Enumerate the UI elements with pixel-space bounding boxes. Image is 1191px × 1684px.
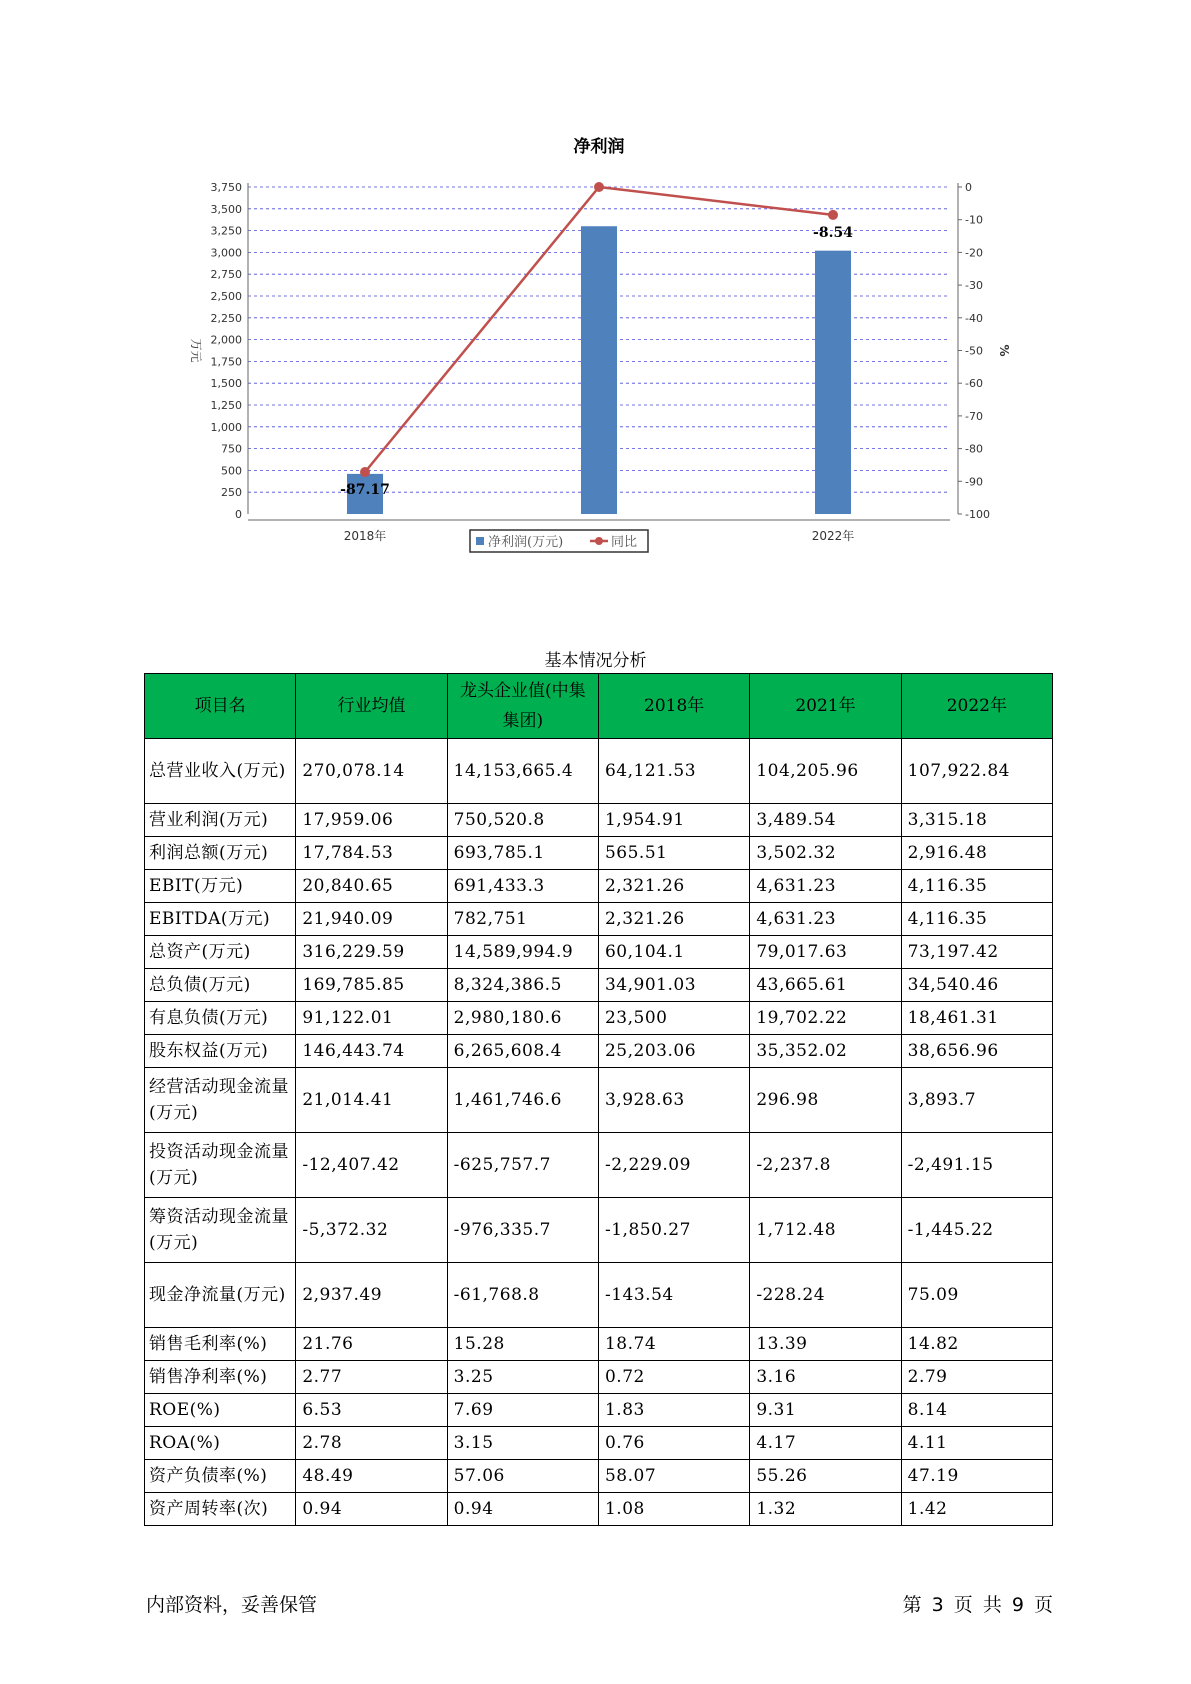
table-row [145,1068,1053,1133]
bar [581,226,617,514]
footer-page-number: 第 3 页 共 9 页 [902,1594,1053,1616]
table-cell: 3,928.63 [598,1068,749,1133]
table-cell: 1.83 [598,1394,749,1427]
chart-title: 净利润 [573,137,625,157]
table-cell: 2,321.26 [598,870,749,903]
y-left-axis-label: 万元 [189,338,203,363]
table-cell: 1.08 [598,1493,749,1526]
y-right-tick-label: 0 [965,181,972,194]
y-right-tick-label: -60 [965,377,983,391]
table-cell: 565.51 [598,837,749,870]
table-row [145,1394,1053,1427]
row-label: 总负债(万元) [145,969,296,1002]
table-cell: 73,197.42 [901,936,1052,969]
row-label: 利润总额(万元) [145,837,296,870]
y-left-tick-label: 2,750 [210,268,242,282]
table-cell: 17,784.53 [296,837,447,870]
table-cell: 25,203.06 [598,1035,749,1068]
table-cell: 14,589,994.9 [447,936,598,969]
y-left-tick-label: 3,750 [210,181,242,194]
table-cell: 91,122.01 [296,1002,447,1035]
table-cell: -625,757.7 [447,1133,598,1198]
y-left-tick-label: 1,000 [210,420,242,434]
table-row [145,804,1053,837]
yoy-point [360,467,370,477]
y-left-tick-label: 3,000 [210,246,242,260]
table-cell: 18,461.31 [901,1002,1052,1035]
row-label: ROA(%) [145,1427,296,1460]
table-header-row [145,674,1053,739]
table-cell: 75.09 [901,1263,1052,1328]
table-cell: 0.94 [296,1493,447,1526]
table-cell: 1,712.48 [750,1198,901,1263]
legend-bar-label: 净利润(万元) [488,535,564,550]
x-tick-label: 2018年 [343,529,387,543]
bar [815,251,851,514]
header-2022: 2022年 [901,674,1052,739]
table-cell: 60,104.1 [598,936,749,969]
table-cell: 58.07 [598,1460,749,1493]
y-right-tick-label: -40 [965,311,983,325]
row-label: EBIT(万元) [145,870,296,903]
table-cell: 6.53 [296,1394,447,1427]
chart-svg [170,130,1030,600]
y-left-tick-label: 1,750 [210,355,242,369]
table-cell: 14,153,665.4 [447,739,598,804]
y-left-tick-label: 1,500 [210,377,242,391]
table-cell: -61,768.8 [447,1263,598,1328]
y-left-tick-label: 500 [221,464,242,478]
table-cell: -2,229.09 [598,1133,749,1198]
table-cell: 8,324,386.5 [447,969,598,1002]
net-profit-chart [170,130,1030,600]
table-row [145,870,1053,903]
table-row [145,1035,1053,1068]
table-cell: 4.17 [750,1427,901,1460]
table-row [145,1002,1053,1035]
table-cell: -1,445.22 [901,1198,1052,1263]
table-cell: 48.49 [296,1460,447,1493]
table-cell: 146,443.74 [296,1035,447,1068]
table-cell: -2,237.8 [750,1133,901,1198]
table-caption: 基本情况分析 [544,651,647,671]
table-cell: 13.39 [750,1328,901,1361]
table-cell: 19,702.22 [750,1002,901,1035]
table-cell: 55.26 [750,1460,901,1493]
table-cell: 57.06 [447,1460,598,1493]
table-row [145,1493,1053,1526]
table-cell: 3.25 [447,1361,598,1394]
y-left-tick-label: 2,500 [210,290,242,303]
table-cell: 3,893.7 [901,1068,1052,1133]
table-cell: -143.54 [598,1263,749,1328]
table-row [145,1133,1053,1198]
table-cell: 4,631.23 [750,870,901,903]
table-row [145,837,1053,870]
legend-bar-swatch [476,537,484,545]
table-cell: 782,751 [447,903,598,936]
table-cell: 14.82 [901,1328,1052,1361]
table-cell: 691,433.3 [447,870,598,903]
table-cell: -976,335.7 [447,1198,598,1263]
table-row [145,1198,1053,1263]
table-cell: 20,840.65 [296,870,447,903]
table-row [145,969,1053,1002]
table-cell: 4,116.35 [901,870,1052,903]
legend-line-marker [595,537,603,545]
y-right-tick-label: -50 [965,344,983,358]
y-right-tick-label: -90 [965,475,983,489]
y-left-tick-label: 2,000 [210,333,242,347]
table-cell: 2,916.48 [901,837,1052,870]
table-cell: 8.14 [901,1394,1052,1427]
yoy-data-label: -87.17 [340,482,390,499]
yoy-point [828,210,838,220]
table-cell: 21,940.09 [296,903,447,936]
y-right-tick-label: -20 [965,246,983,260]
table-cell: 3.16 [750,1361,901,1394]
table-cell: 9.31 [750,1394,901,1427]
table-cell: 15.28 [447,1328,598,1361]
y-right-tick-label: -10 [965,213,983,227]
table-cell: -5,372.32 [296,1198,447,1263]
table-cell: 693,785.1 [447,837,598,870]
y-right-tick-label: -80 [965,442,983,456]
yoy-point [594,182,604,192]
y-right-tick-label: -70 [965,409,983,423]
table-cell: 3,489.54 [750,804,901,837]
table-cell: 1.32 [750,1493,901,1526]
table-row [145,1263,1053,1328]
table-cell: 7.69 [447,1394,598,1427]
row-label: 股东权益(万元) [145,1035,296,1068]
table-cell: 2.79 [901,1361,1052,1394]
table-cell: -1,850.27 [598,1198,749,1263]
header-2018: 2018年 [598,674,749,739]
table-cell: -2,491.15 [901,1133,1052,1198]
row-label: 有息负债(万元) [145,1002,296,1035]
table-row [145,1328,1053,1361]
table-cell: 0.76 [598,1427,749,1460]
table-cell: 107,922.84 [901,739,1052,804]
y-right-tick-label: -100 [965,508,990,521]
table-cell: 1,461,746.6 [447,1068,598,1133]
row-label: 现金净流量(万元) [145,1263,296,1328]
table-cell: 2.78 [296,1427,447,1460]
table-cell: 1.42 [901,1493,1052,1526]
table-cell: 0.94 [447,1493,598,1526]
table-cell: 18.74 [598,1328,749,1361]
y-left-tick-label: 2,250 [210,311,242,325]
table-cell: 104,205.96 [750,739,901,804]
table-cell: 316,229.59 [296,936,447,969]
footer-confidential-note: 内部资料，妥善保管 [146,1594,318,1616]
table-cell: 79,017.63 [750,936,901,969]
y-left-tick-label: 750 [221,442,242,456]
table-cell: 169,785.85 [296,969,447,1002]
table-cell: 6,265,608.4 [447,1035,598,1068]
table-cell: 4.11 [901,1427,1052,1460]
table-row [145,936,1053,969]
row-label: 筹资活动现金流量(万元) [145,1198,296,1263]
table-cell: -228.24 [750,1263,901,1328]
table-cell: 750,520.8 [447,804,598,837]
table-cell: 4,631.23 [750,903,901,936]
row-label: 总营业收入(万元) [145,739,296,804]
row-label: 总资产(万元) [145,936,296,969]
table-row [145,739,1053,804]
table-cell: 43,665.61 [750,969,901,1002]
table-cell: 21,014.41 [296,1068,447,1133]
table-row [145,1361,1053,1394]
table-body [145,739,1053,1526]
header-2021: 2021年 [750,674,901,739]
y-right-tick-label: -30 [965,279,983,293]
table-cell: 47.19 [901,1460,1052,1493]
table-cell: 3,315.18 [901,804,1052,837]
x-tick-label: 2022年 [811,529,855,543]
yoy-data-label: -8.54 [813,224,853,241]
table-cell: 1,954.91 [598,804,749,837]
table-row [145,1427,1053,1460]
table-cell: 270,078.14 [296,739,447,804]
table-cell: 21.76 [296,1328,447,1361]
table-cell: 64,121.53 [598,739,749,804]
table-cell: -12,407.42 [296,1133,447,1198]
table-cell: 2.77 [296,1361,447,1394]
table-cell: 2,980,180.6 [447,1002,598,1035]
table-cell: 3.15 [447,1427,598,1460]
table-cell: 23,500 [598,1002,749,1035]
table-cell: 17,959.06 [296,804,447,837]
row-label: ROE(%) [145,1394,296,1427]
y-left-tick-label: 3,500 [210,202,242,216]
table-row [145,1460,1053,1493]
row-label: 资产负债率(%) [145,1460,296,1493]
row-label: 销售净利率(%) [145,1361,296,1394]
y-left-tick-label: 1,250 [210,399,242,412]
table-row [145,903,1053,936]
table-cell: 296.98 [750,1068,901,1133]
y-left-tick-label: 250 [221,486,242,500]
row-label: 经营活动现金流量(万元) [145,1068,296,1133]
table-cell: 3,502.32 [750,837,901,870]
row-label: EBITDA(万元) [145,903,296,936]
table-cell: 2,937.49 [296,1263,447,1328]
row-label: 投资活动现金流量(万元) [145,1133,296,1198]
table-cell: 34,901.03 [598,969,749,1002]
table-cell: 2,321.26 [598,903,749,936]
row-label: 营业利润(万元) [145,804,296,837]
y-left-tick-label: 0 [235,508,242,521]
basic-analysis-table [144,673,1053,1526]
row-label: 销售毛利率(%) [145,1328,296,1361]
y-left-tick-label: 3,250 [210,224,242,238]
table-cell: 35,352.02 [750,1035,901,1068]
table-cell: 0.72 [598,1361,749,1394]
table-cell: 34,540.46 [901,969,1052,1002]
header-industry-average: 行业均值 [296,674,447,739]
header-item-name: 项目名 [145,674,296,739]
row-label: 资产周转率(次) [145,1493,296,1526]
header-leader-value: 龙头企业值(中集集团) [447,674,598,739]
y-right-axis-label: % [997,344,1011,357]
table-cell: 4,116.35 [901,903,1052,936]
legend-line-label: 同比 [611,535,638,550]
table-cell: 38,656.96 [901,1035,1052,1068]
